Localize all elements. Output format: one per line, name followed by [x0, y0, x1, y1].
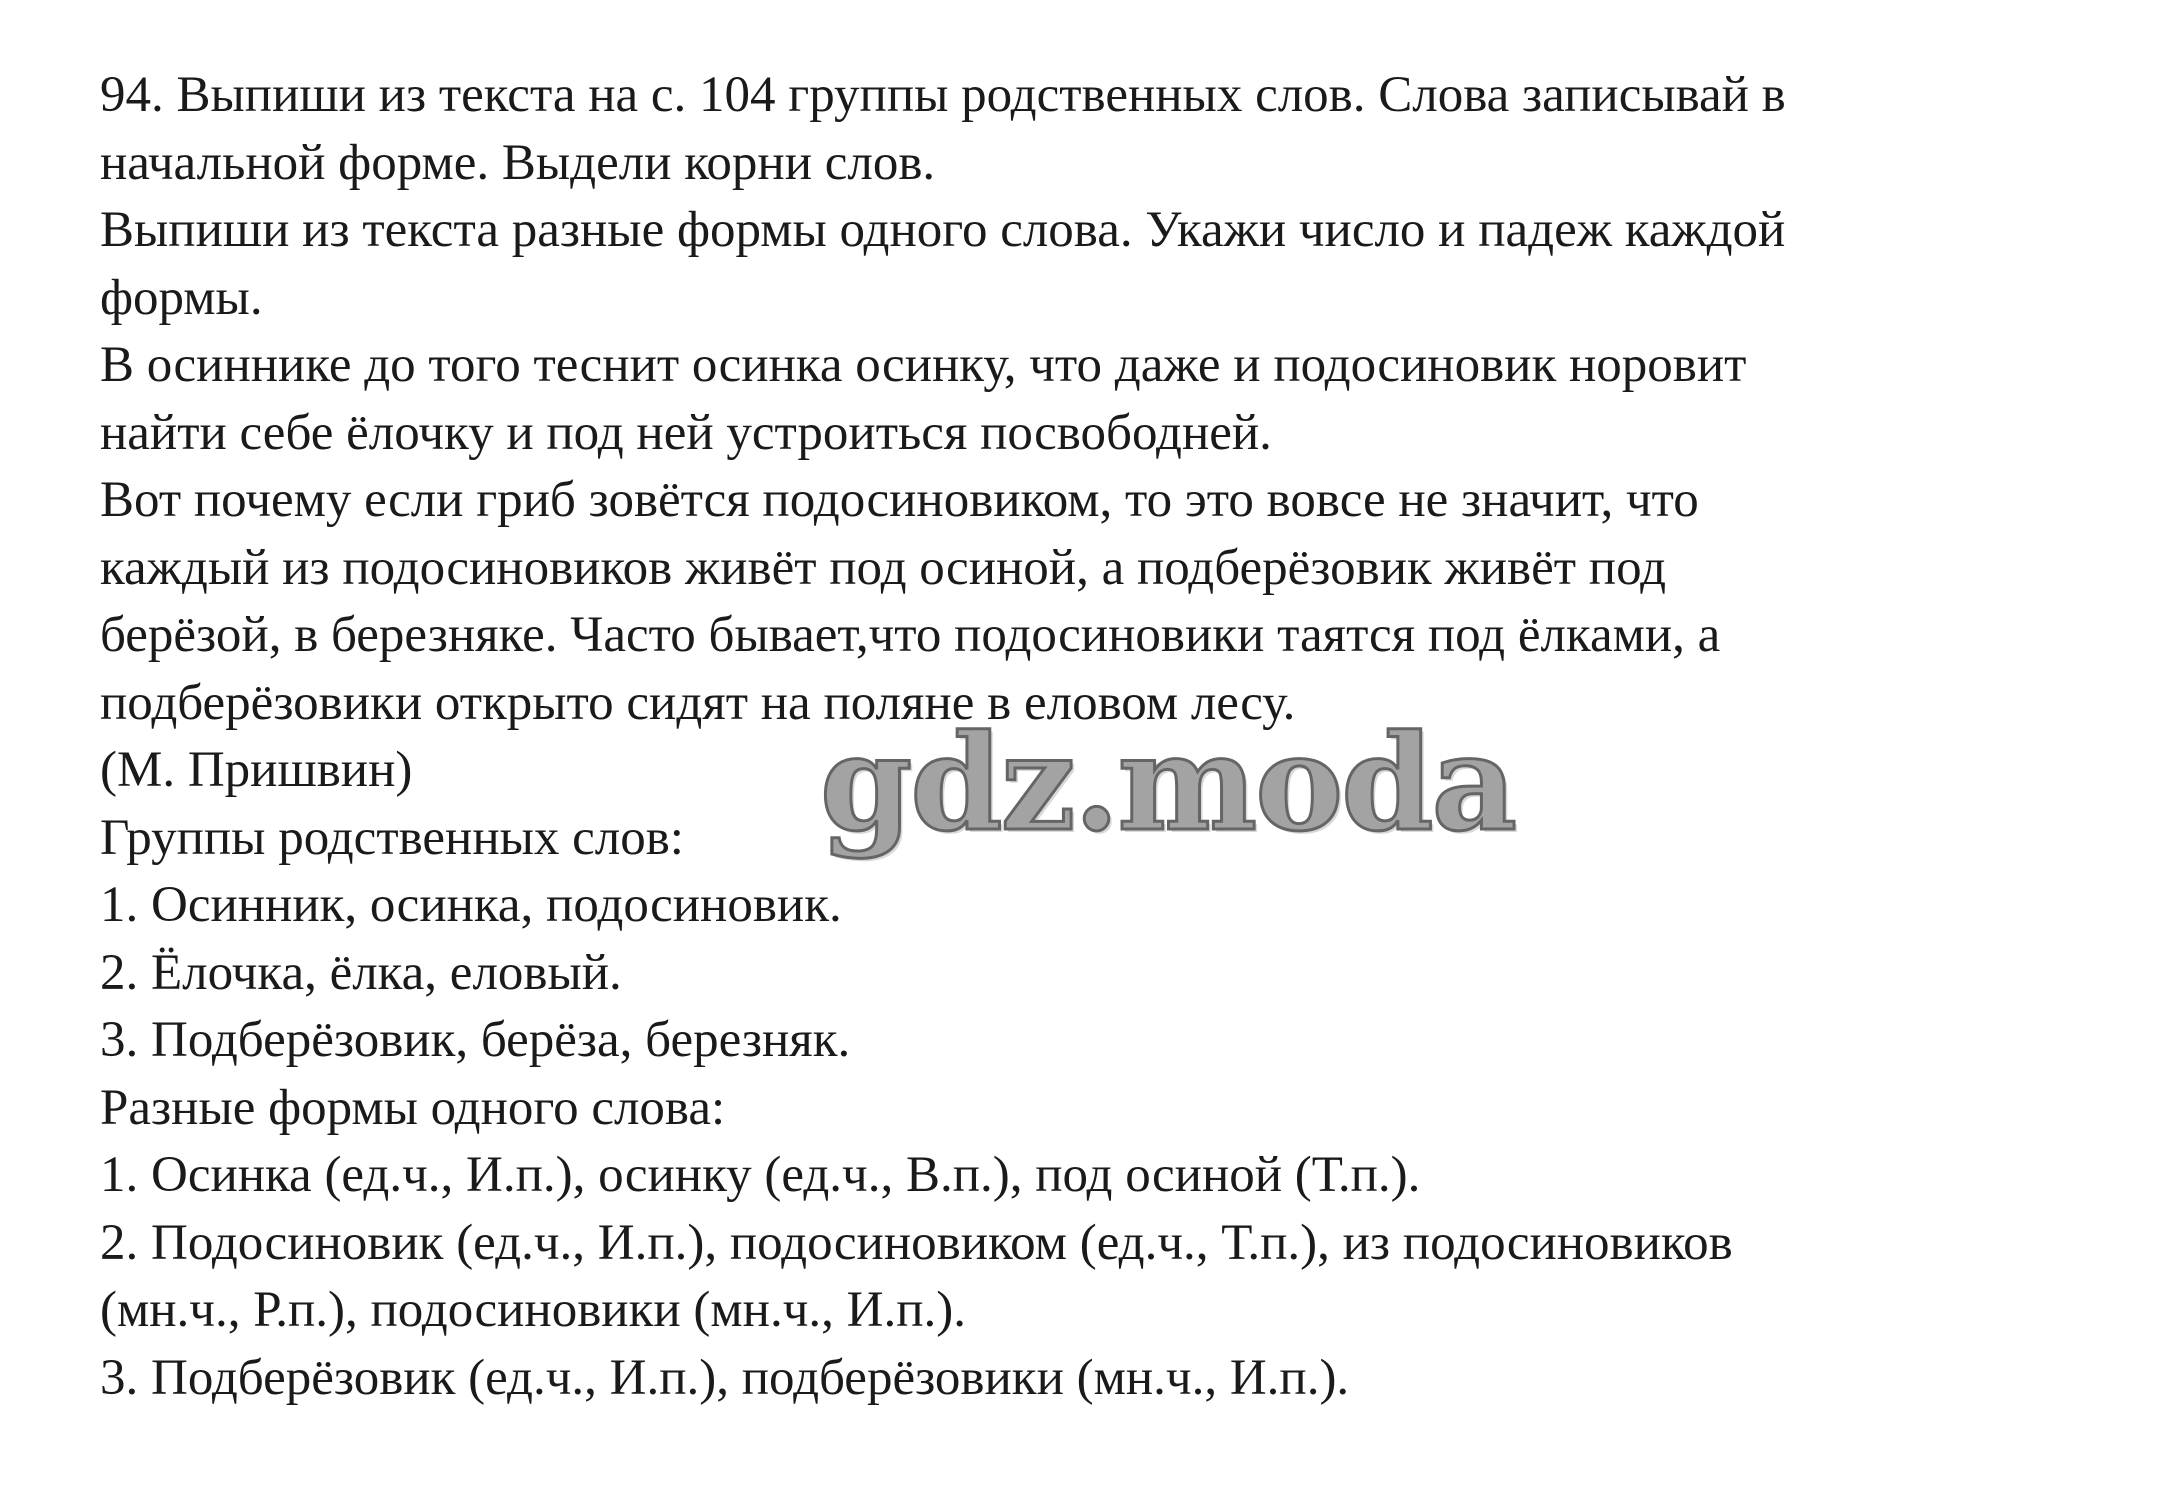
task-line: формы.: [100, 269, 263, 326]
document-page: [100, 62, 2130, 1412]
task-line: Выпиши из текста разные формы одного слова. Укажи число и падеж каждой: [100, 202, 1786, 258]
section-heading: Группы родственных слов:: [100, 809, 684, 866]
task-line: 94. Выпиши из текста на с. 104 группы родственных слов. Слова записывай в: [100, 67, 1786, 123]
text-line: Вот почему если гриб зовётся подосиновиком, то это вовсе не значит, что: [100, 472, 1699, 528]
related-words-section: [100, 805, 2130, 1075]
list-item: 2. Подосиновик (ед.ч., И.п.), подосиновиком (ед.ч., Т.п.), из подосиновиков: [100, 1214, 1733, 1271]
text-line: берёзой, в березняке. Часто бывает,что подосиновики таятся под ёлками, а: [100, 607, 1721, 663]
list-item: 2. Ёлочка, ёлка, еловый.: [100, 944, 622, 1001]
list-item: 1. Осинка (ед.ч., И.п.), осинку (ед.ч., В.п.), под осиной (Т.п.).: [100, 1147, 1421, 1203]
list-item: 1. Осинник, осинка, подосиновик.: [100, 877, 842, 933]
text-line: найти себе ёлочку и под ней устроиться посвободней.: [100, 404, 1272, 461]
text-line: подберёзовики открыто сидят на поляне в еловом лесу.: [100, 674, 1296, 731]
task-statement: [100, 62, 2130, 332]
section-heading: Разные формы одного слова:: [100, 1079, 726, 1136]
watermark: gdz.moda: [820, 706, 1516, 861]
list-item: (мн.ч., Р.п.), подосиновики (мн.ч., И.п.).: [100, 1282, 966, 1338]
task-line: начальной форме. Выдели корни слов.: [100, 134, 936, 191]
text-line: В осиннике до того теснит осинка осинку, что даже и подосиновик норовит: [100, 337, 1747, 393]
source-text: [100, 332, 2130, 805]
list-item: 3. Подберёзовик, берёза, березняк.: [100, 1012, 851, 1068]
list-item: 3. Подберёзовик (ед.ч., И.п.), подберёзовики (мн.ч., И.п.).: [100, 1349, 1350, 1406]
text-author: (М. Пришвин): [100, 742, 413, 798]
word-forms-section: [100, 1075, 2130, 1413]
text-line: каждый из подосиновиков живёт под осиной, а подберёзовик живёт под: [100, 539, 1667, 596]
